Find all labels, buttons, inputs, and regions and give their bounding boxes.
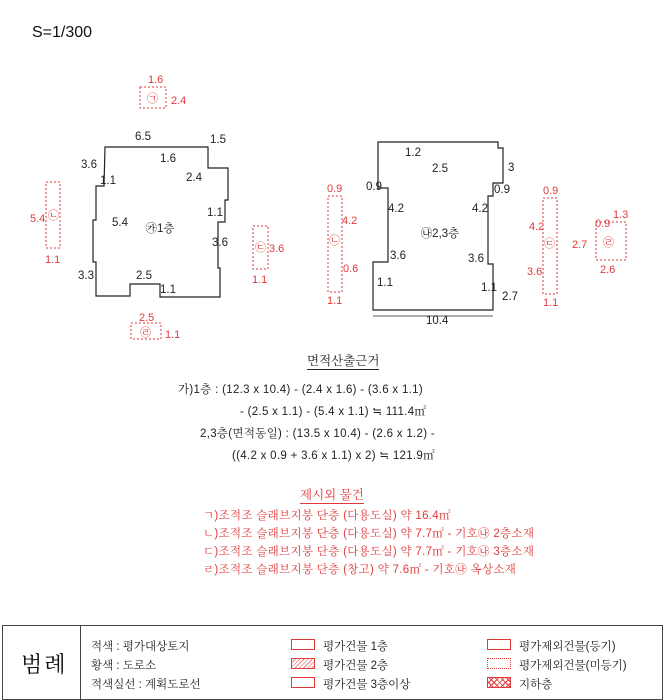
dim-label: 4.2 [388, 203, 404, 215]
dim-label: 3.6 [81, 159, 97, 171]
legend-item: 적색실선 : 계획도로선 [91, 679, 201, 691]
dim-label: 0.6 [343, 263, 359, 275]
legend-item: 평가건물 3층이상 [323, 679, 411, 691]
building-ga-label: ㉮1층 [145, 223, 175, 235]
legend-item: 평가제외건물(등기) [519, 641, 616, 653]
area-calc-line: 2,3층(면적동일) : (13.5 x 10.4) - (2.6 x 1.2) - [200, 428, 435, 440]
dim-label: 1.1 [252, 274, 268, 286]
dim-label: 3.6 [212, 237, 228, 249]
dim-label: 1.1 [481, 282, 497, 294]
dim-label: 5.4 [30, 213, 46, 225]
annex-symbol: ㉣ [603, 237, 614, 249]
dim-label: 3.6 [468, 253, 484, 265]
dim-label: 3.3 [78, 270, 94, 282]
exclusion-item: ㄹ)조적조 슬래브지붕 단층 (창고) 약 7.6㎡ - 기호㉯ 옥상소재 [203, 564, 517, 576]
legend-item: 지하층 [519, 679, 553, 691]
dim-label: 2.6 [600, 264, 616, 276]
swatch-floor1-icon [291, 639, 315, 650]
annex-symbol: ㉢ [544, 238, 555, 250]
legend-divider [80, 626, 81, 699]
annex-symbol: ㉣ [140, 327, 151, 339]
dim-label: 1.1 [543, 297, 559, 309]
dim-label: 1.1 [327, 295, 343, 307]
dim-label: 1.6 [160, 153, 176, 165]
legend-item: 평가건물 1층 [323, 641, 389, 653]
dim-label: 1.1 [45, 254, 61, 266]
dim-label: 1.1 [377, 277, 393, 289]
exclusions-title: 제시외 물건 [300, 485, 364, 504]
swatch-floor3-icon [291, 677, 315, 688]
annex-symbol: ㉡ [329, 235, 340, 247]
dim-label: 0.9 [366, 181, 382, 193]
exclusion-item: ㄴ)조적조 슬래브지붕 단층 (다용도실) 약 7.7㎡ - 기호㉯ 2층소재 [203, 528, 535, 540]
dim-label: 2.4 [171, 95, 187, 107]
building-ga-dims [78, 131, 228, 296]
swatch-registered-excluded-icon [487, 639, 511, 650]
dim-label: 1.1 [160, 284, 176, 296]
area-calc-line: - (2.5 x 1.1) - (5.4 x 1.1) ≒ 111.4㎡ [240, 406, 427, 418]
area-calc-line: 가)1층 : (12.3 x 10.4) - (2.4 x 1.6) - (3.6 x 1.1) [178, 384, 423, 396]
dim-label: 1.6 [148, 74, 164, 86]
dim-label: 2.7 [502, 291, 518, 303]
annex-symbol: ㉡ [48, 210, 59, 222]
legend-title: 범례 [21, 652, 68, 677]
annex-symbol: ㉢ [255, 242, 266, 254]
legend-item: 평가제외건물(미등기) [519, 660, 627, 672]
dim-label: 2.5 [136, 270, 152, 282]
dim-label: 10.4 [426, 315, 449, 327]
dim-label: 0.9 [327, 183, 343, 195]
dim-label: 3.6 [527, 266, 543, 278]
dim-label: 1.1 [165, 329, 181, 341]
legend-box [2, 625, 663, 700]
swatch-basement-icon [487, 677, 511, 688]
swatch-unregistered-excluded-icon [487, 658, 511, 669]
dim-label: 1.1 [100, 175, 116, 187]
dim-label: 1.2 [405, 147, 421, 159]
dim-label: 3.6 [390, 250, 406, 262]
dim-label: 0.9 [595, 218, 611, 230]
dim-label: 2.5 [432, 163, 448, 175]
annex-symbol: ㉠ [147, 93, 158, 105]
dim-label: 2.5 [139, 312, 155, 324]
area-calc-title: 면적산출근거 [307, 351, 379, 370]
dim-label: 0.9 [494, 184, 510, 196]
exclusion-item: ㄷ)조적조 슬래브지붕 단층 (다용도실) 약 7.7㎡ - 기호㉯ 3층소재 [203, 546, 535, 558]
dim-label: 2.4 [186, 172, 202, 184]
dim-label: 1.1 [207, 207, 223, 219]
legend-item: 황색 : 도로소 [91, 660, 157, 672]
area-calc-line: ((4.2 x 0.9 + 3.6 x 1.1) x 2) ≒ 121.9㎡ [232, 450, 435, 462]
legend-item: 평가건물 2층 [323, 660, 389, 672]
exclusion-item: ㄱ)조적조 슬래브지붕 단층 (다용도실) 약 16.4㎡ [203, 510, 451, 522]
dim-label: 6.5 [135, 131, 151, 143]
dim-label: 4.2 [342, 215, 358, 227]
dim-label: 0.9 [543, 185, 559, 197]
dim-label: 2.7 [572, 239, 588, 251]
dim-label: 5.4 [112, 217, 128, 229]
dim-label: 4.2 [529, 221, 545, 233]
dim-label: 1.3 [613, 209, 629, 221]
scale-label: S=1/300 [32, 24, 93, 41]
swatch-floor2-icon [291, 658, 315, 669]
dim-label: 4.2 [472, 203, 488, 215]
dim-label: 3 [508, 162, 515, 174]
legend-item: 적색 : 평가대상토지 [91, 641, 190, 653]
dim-label: 1.5 [210, 134, 226, 146]
building-na-label: ㉯2,3층 [420, 228, 460, 240]
dim-label: 3.6 [269, 243, 285, 255]
